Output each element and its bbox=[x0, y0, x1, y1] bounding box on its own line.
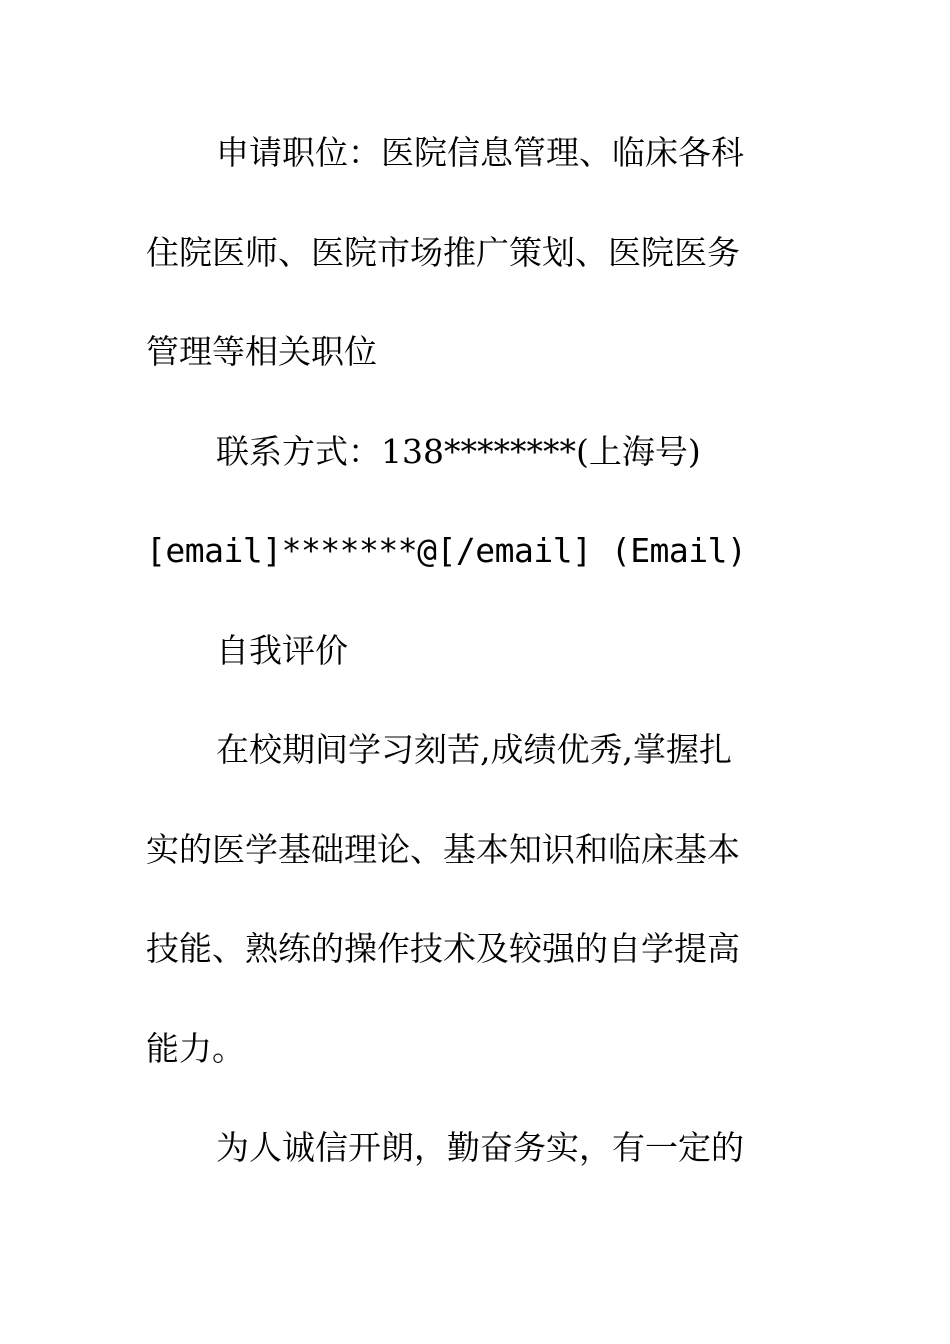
text-line-personality: 为人诚信开朗，勤奋务实，有一定的 bbox=[216, 1128, 744, 1167]
text-line-position-applied: 申请职位：医院信息管理、临床各科 bbox=[216, 133, 744, 172]
text-line-contact: 联系方式：138********(上海号) bbox=[216, 431, 701, 471]
section-heading-self-evaluation: 自我评价 bbox=[216, 630, 348, 670]
text-line-email: [email]*******@[/email] (Email) bbox=[146, 531, 747, 570]
text-line-evaluation-4: 能力。 bbox=[146, 1028, 245, 1068]
text-line-evaluation-2: 实的医学基础理论、基本知识和临床基本 bbox=[146, 829, 740, 869]
text-line-evaluation-1: 在校期间学习刻苦,成绩优秀,掌握扎 bbox=[216, 730, 732, 769]
text-line-evaluation-3: 技能、熟练的操作技术及较强的自学提高 bbox=[146, 929, 740, 968]
document-body bbox=[146, 122, 806, 1217]
text-line-position-continued: 住院医师、医院市场推广策划、医院医务 bbox=[146, 232, 740, 272]
text-line-position-end: 管理等相关职位 bbox=[146, 332, 377, 371]
